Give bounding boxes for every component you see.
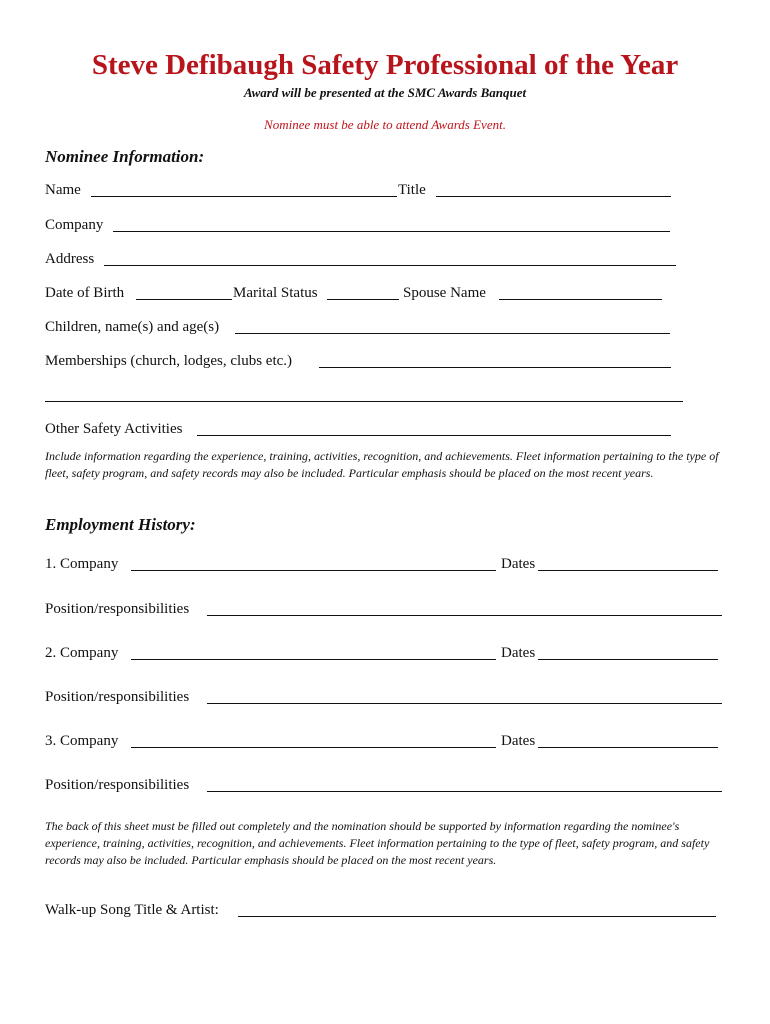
award-title: Steve Defibaugh Safety Professional of the Year — [91, 49, 679, 81]
employment-history-heading: Employment History: — [45, 515, 196, 534]
employment-dates-field[interactable] — [538, 747, 718, 748]
marital-status-label: Marital Status — [233, 285, 318, 301]
address-label: Address — [45, 251, 95, 267]
attendance-notice: Nominee must be able to attend Awards Event. — [264, 117, 506, 132]
children-label: Children, name(s) and age(s) — [45, 319, 220, 335]
other-activities-field[interactable] — [197, 435, 671, 436]
employment-position-field[interactable] — [207, 791, 722, 792]
spouse-name-field[interactable] — [499, 299, 662, 300]
memberships-continuation-field[interactable] — [45, 401, 683, 402]
back-of-sheet-note: The back of this sheet must be filled out completely and the nomination should be supported by information regarding the nominee's experience, training, activities, recognition, and achievements. Fleet information pertaining to the type of fleet, safety program, and safety records may also be included. Particular emphasis should be placed on the most recent years. — [45, 819, 710, 867]
employment-company-field[interactable] — [131, 570, 496, 571]
dob-field[interactable] — [136, 299, 232, 300]
award-subtitle: Award will be presented at the SMC Awards Banquet — [243, 85, 527, 100]
company-field[interactable] — [113, 231, 670, 232]
employment-dates-label: Dates — [501, 645, 536, 661]
nominee-instructions-note: Include information regarding the experience, training, activities, recognition, and achievements. Fleet information pertaining to the type of fleet, safety program, and safety records may also be included. Particular emphasis should be placed on the most recent years. — [45, 449, 719, 480]
walkup-song-field[interactable] — [238, 916, 716, 917]
employment-company-field[interactable] — [131, 747, 496, 748]
employment-dates-label: Dates — [501, 556, 536, 572]
memberships-label: Memberships (church, lodges, clubs etc.) — [45, 353, 293, 369]
memberships-field[interactable] — [319, 367, 671, 368]
employment-dates-field[interactable] — [538, 659, 718, 660]
employment-dates-field[interactable] — [538, 570, 718, 571]
children-field[interactable] — [235, 333, 670, 334]
marital-status-field[interactable] — [327, 299, 399, 300]
employment-position-field[interactable] — [207, 703, 722, 704]
employment-position-field[interactable] — [207, 615, 722, 616]
company-label: Company — [45, 217, 104, 233]
employment-company-label: 3. Company — [45, 733, 119, 749]
address-field[interactable] — [104, 265, 676, 266]
title-label: Title — [398, 182, 426, 198]
walkup-song-label: Walk-up Song Title & Artist: — [45, 902, 219, 918]
employment-position-label: Position/responsibilities — [45, 601, 190, 617]
title-field[interactable] — [436, 196, 671, 197]
dob-label: Date of Birth — [45, 285, 125, 301]
spouse-name-label: Spouse Name — [403, 285, 486, 301]
name-field[interactable] — [91, 196, 397, 197]
name-label: Name — [45, 182, 81, 198]
employment-company-field[interactable] — [131, 659, 496, 660]
employment-company-label: 2. Company — [45, 645, 119, 661]
other-activities-label: Other Safety Activities — [45, 421, 183, 437]
employment-position-label: Position/responsibilities — [45, 689, 190, 705]
employment-dates-label: Dates — [501, 733, 536, 749]
employment-company-label: 1. Company — [45, 556, 119, 572]
employment-position-label: Position/responsibilities — [45, 777, 190, 793]
nominee-information-heading: Nominee Information: — [45, 147, 205, 166]
